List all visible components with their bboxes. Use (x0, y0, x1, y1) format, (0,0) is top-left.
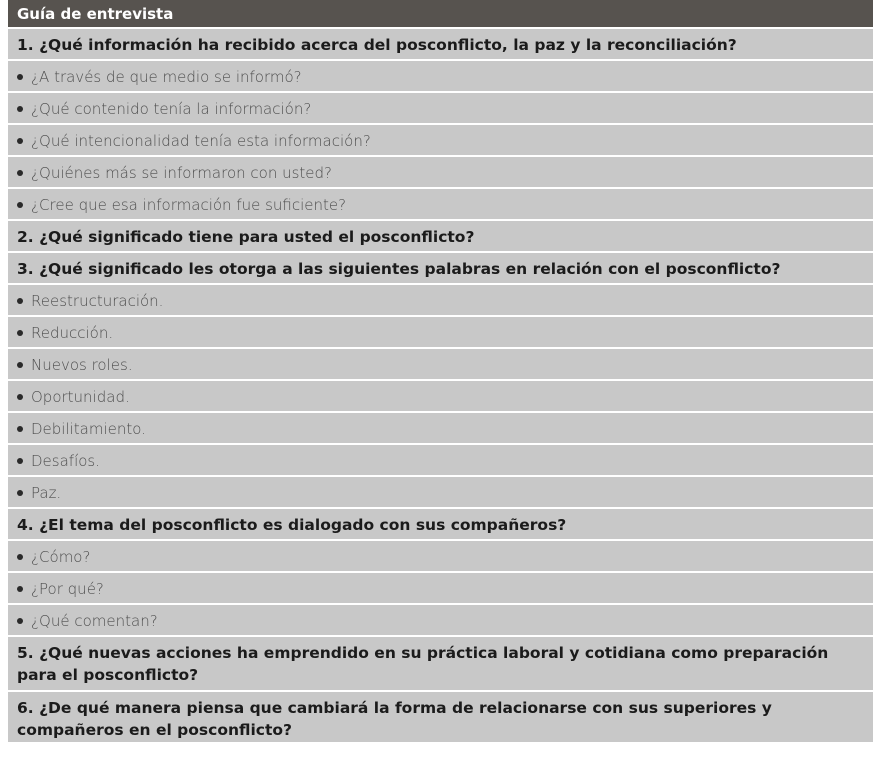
question-1: 1. ¿Qué información ha recibido acerca del posconflicto, la paz y la reconciliación? (8, 29, 873, 61)
bullet-icon (17, 330, 23, 336)
bullet-icon (17, 426, 23, 432)
bullet-icon (17, 458, 23, 464)
list-item: Nuevos roles. (8, 349, 873, 381)
list-item: Oportunidad. (8, 381, 873, 413)
list-item: Debilitamiento. (8, 413, 873, 445)
bullet-icon (17, 106, 23, 112)
question-6: 6. ¿De qué manera piensa que cambiará la forma de relacionarse con sus superiores y compañeros en el posconflicto? (8, 692, 873, 742)
bullet-icon (17, 202, 23, 208)
question-4: 4. ¿El tema del posconflicto es dialogado con sus compañeros? (8, 509, 873, 541)
bullet-icon (17, 394, 23, 400)
bullet-icon (17, 618, 23, 624)
list-item: ¿A través de que medio se informó? (8, 61, 873, 93)
table-header: Guía de entrevista (8, 0, 873, 29)
bullet-icon (17, 74, 23, 80)
list-item: ¿Por qué? (8, 573, 873, 605)
list-item: Reestructuración. (8, 285, 873, 317)
question-2: 2. ¿Qué significado tiene para usted el posconflicto? (8, 221, 873, 253)
list-item: ¿Quiénes más se informaron con usted? (8, 157, 873, 189)
bullet-icon (17, 138, 23, 144)
bullet-icon (17, 298, 23, 304)
bullet-icon (17, 490, 23, 496)
interview-guide-table (8, 0, 873, 742)
bullet-icon (17, 362, 23, 368)
list-item: ¿Cómo? (8, 541, 873, 573)
question-5: 5. ¿Qué nuevas acciones ha emprendido en su práctica laboral y cotidiana como preparación para el posconflicto? (8, 637, 873, 692)
question-3: 3. ¿Qué significado les otorga a las siguientes palabras en relación con el posconflicto? (8, 253, 873, 285)
bullet-icon (17, 586, 23, 592)
list-item: ¿Qué contenido tenía la información? (8, 93, 873, 125)
list-item: ¿Qué intencionalidad tenía esta información? (8, 125, 873, 157)
list-item: Desafíos. (8, 445, 873, 477)
bullet-icon (17, 554, 23, 560)
list-item: ¿Qué comentan? (8, 605, 873, 637)
bullet-icon (17, 170, 23, 176)
list-item: ¿Cree que esa información fue suficiente? (8, 189, 873, 221)
list-item: Reducción. (8, 317, 873, 349)
list-item: Paz. (8, 477, 873, 509)
